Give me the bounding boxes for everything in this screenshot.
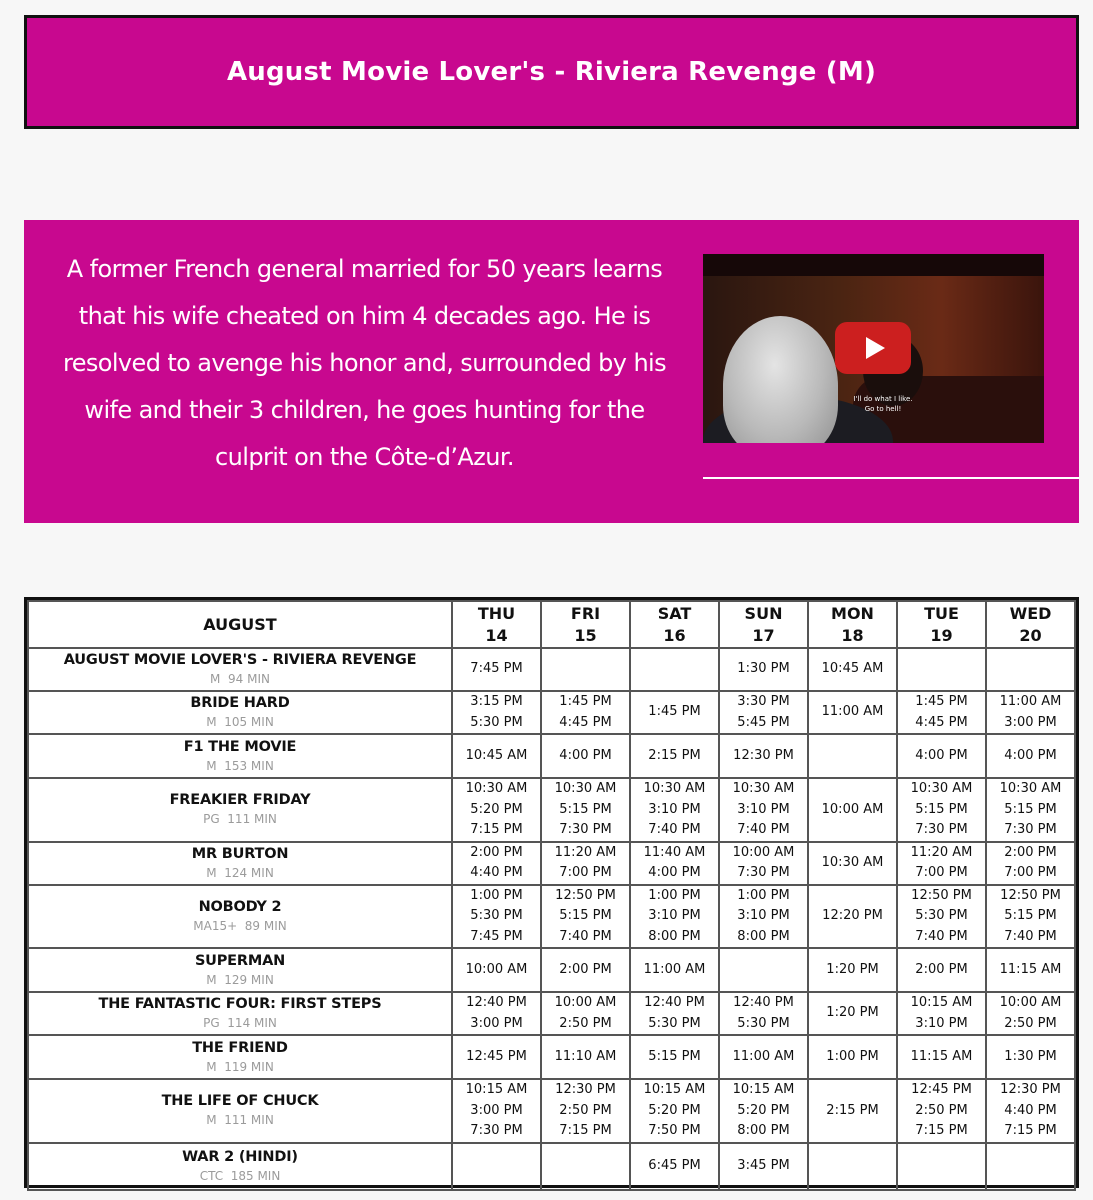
session-time[interactable]: 7:30 PM (1004, 822, 1057, 837)
table-row (28, 842, 1075, 885)
day-date: 16 (663, 625, 686, 645)
session-cell (452, 842, 541, 885)
session-cell (719, 842, 808, 885)
session-time[interactable]: 7:30 PM (737, 865, 790, 880)
movie-title[interactable]: F1 THE MOVIE (183, 738, 297, 755)
session-cell (719, 648, 808, 691)
session-cell (897, 1035, 986, 1079)
session-time[interactable]: 2:50 PM (915, 1102, 968, 1118)
video-subtitle-line-2: Go to hell! (864, 405, 902, 413)
play-button[interactable] (835, 322, 911, 374)
session-time[interactable]: 10:00 AM (999, 995, 1062, 1010)
day-header-tue (897, 601, 986, 648)
session-cell (541, 1079, 630, 1143)
table-row (28, 1079, 1075, 1143)
session-time[interactable]: 7:15 PM (1004, 1123, 1057, 1138)
session-cell (630, 648, 719, 691)
session-cell (808, 691, 897, 734)
session-time[interactable]: 7:45 PM (470, 928, 523, 944)
session-time[interactable]: 3:00 PM (470, 1102, 523, 1118)
session-time[interactable]: 1:45 PM (915, 694, 968, 709)
session-time[interactable]: 1:00 PM (648, 887, 701, 903)
movie-title[interactable]: MR BURTON (191, 845, 289, 862)
movie-rating: M (206, 865, 217, 880)
session-time[interactable]: 11:40 AM (643, 844, 706, 860)
session-cell (986, 842, 1075, 885)
session-time[interactable]: 2:15 PM (648, 747, 701, 763)
session-time[interactable]: 5:30 PM (470, 908, 523, 923)
movie-runtime: 153 MIN (224, 758, 274, 773)
day-date: 18 (841, 625, 864, 645)
session-time[interactable]: 1:20 PM (826, 961, 879, 977)
session-cell (808, 992, 897, 1035)
session-cell (719, 778, 808, 842)
session-time[interactable]: 12:40 PM (733, 995, 794, 1010)
session-cell (808, 1035, 897, 1079)
movie-cell (28, 1035, 452, 1079)
session-time[interactable]: 3:10 PM (915, 1015, 968, 1031)
video-subtitle-line-1: I'll do what I like. (853, 395, 913, 403)
movie-runtime: 111 MIN (227, 812, 277, 827)
session-time[interactable]: 10:00 AM (732, 844, 795, 860)
session-time[interactable]: 2:00 PM (559, 961, 612, 977)
session-cell (897, 778, 986, 842)
session-time[interactable]: 10:30 AM (910, 781, 973, 796)
session-time[interactable]: 2:50 PM (1004, 1015, 1057, 1031)
session-cell (986, 1143, 1075, 1190)
session-time[interactable]: 7:30 PM (915, 822, 968, 837)
session-time[interactable]: 11:15 AM (999, 961, 1062, 977)
session-time[interactable]: 5:15 PM (559, 801, 612, 817)
movie-meta (29, 1014, 451, 1032)
session-cell (452, 1035, 541, 1079)
session-time[interactable]: 10:30 AM (732, 781, 795, 796)
session-cell (897, 1143, 986, 1190)
movie-title[interactable]: THE LIFE OF CHUCK (161, 1093, 319, 1110)
session-cell (986, 734, 1075, 778)
session-time[interactable]: 5:15 PM (1004, 801, 1057, 817)
session-cell (630, 1143, 719, 1190)
session-time[interactable]: 1:30 PM (1004, 1048, 1057, 1064)
session-cell (897, 842, 986, 885)
session-cell (986, 1079, 1075, 1143)
session-time[interactable]: 10:30 AM (554, 781, 617, 796)
session-time[interactable]: 2:00 PM (1004, 844, 1057, 860)
session-time[interactable]: 5:20 PM (737, 1102, 790, 1118)
session-cell (452, 992, 541, 1035)
synopsis-text: A former French general married for 50 years learns that his wife cheated on him 4 decades ago. He is resolved to avenge his honor and, surrounded by his wife and their 3 children, he goes hunting for the culprit on the Côte-d’Azur. (62, 255, 667, 471)
session-time[interactable]: 2:00 PM (470, 844, 523, 860)
session-time[interactable]: 5:30 PM (737, 1015, 790, 1031)
session-time[interactable]: 10:15 AM (643, 1082, 706, 1097)
movie-runtime: 129 MIN (224, 972, 274, 987)
movie-cell (28, 648, 452, 691)
session-cell (452, 1143, 541, 1190)
session-time[interactable]: 7:40 PM (915, 928, 968, 944)
session-cell (719, 1035, 808, 1079)
movie-runtime: 94 MIN (228, 672, 270, 686)
session-time[interactable]: 7:40 PM (648, 822, 701, 837)
session-time[interactable]: 11:00 AM (821, 704, 884, 720)
movie-meta (29, 864, 451, 882)
session-time[interactable]: 3:15 PM (470, 694, 523, 709)
session-cell (541, 948, 630, 992)
day-date: 17 (752, 625, 775, 645)
session-time[interactable]: 10:30 AM (465, 781, 528, 796)
session-cell (986, 691, 1075, 734)
session-cell (986, 648, 1075, 691)
movie-rating: M (206, 758, 217, 773)
session-time[interactable]: 5:15 PM (648, 1048, 701, 1064)
movie-meta (29, 971, 451, 989)
session-time[interactable]: 3:00 PM (470, 1015, 523, 1031)
day-header-sat (630, 601, 719, 648)
session-time[interactable]: 11:00 AM (999, 694, 1062, 709)
movie-title[interactable]: THE FRIEND (192, 1039, 288, 1056)
video-subtitle (823, 394, 943, 414)
session-cell (808, 948, 897, 992)
play-icon (866, 337, 885, 359)
session-cell (986, 992, 1075, 1035)
session-time[interactable]: 12:50 PM (555, 887, 616, 903)
session-cell (719, 885, 808, 949)
day-name: THU (477, 603, 516, 623)
session-cell (808, 648, 897, 691)
session-time[interactable]: 12:30 PM (733, 747, 794, 763)
session-time[interactable]: 4:00 PM (915, 747, 968, 763)
table-row (28, 885, 1075, 949)
movie-runtime: 105 MIN (224, 715, 274, 729)
session-time[interactable]: 10:45 AM (465, 747, 528, 763)
session-time[interactable]: 12:45 PM (911, 1082, 972, 1097)
session-time[interactable]: 7:00 PM (1004, 865, 1057, 880)
movie-rating: CTC (199, 1168, 224, 1183)
movie-meta (29, 757, 451, 775)
session-cell (541, 734, 630, 778)
session-time[interactable]: 7:30 PM (470, 1123, 523, 1138)
session-time[interactable]: 2:50 PM (559, 1015, 612, 1031)
session-time[interactable]: 12:45 PM (466, 1048, 527, 1064)
session-cell (808, 1079, 897, 1143)
session-time[interactable]: 10:15 AM (910, 995, 973, 1010)
session-cell (541, 842, 630, 885)
movie-runtime: 119 MIN (224, 1059, 274, 1074)
day-header-thu (452, 601, 541, 648)
session-time[interactable]: 10:30 AM (999, 781, 1062, 796)
session-cell (986, 778, 1075, 842)
session-time[interactable]: 1:45 PM (559, 694, 612, 709)
session-cell (808, 778, 897, 842)
session-time[interactable]: 11:20 AM (910, 844, 973, 860)
session-cell (630, 948, 719, 992)
thumbnail-head (723, 316, 838, 443)
movie-meta (29, 917, 451, 935)
table-row (28, 948, 1075, 992)
movie-rating: M (206, 1113, 217, 1128)
session-cell (452, 734, 541, 778)
session-time[interactable]: 3:10 PM (737, 908, 790, 923)
session-time[interactable]: 2:15 PM (826, 1102, 879, 1118)
title-banner (24, 15, 1079, 129)
session-cell (986, 948, 1075, 992)
session-time[interactable]: 10:00 AM (821, 801, 884, 817)
session-cell (630, 778, 719, 842)
table-row (28, 1035, 1075, 1079)
day-date: 14 (485, 625, 508, 645)
movie-title[interactable]: NOBODY 2 (198, 898, 282, 915)
session-time[interactable]: 5:15 PM (559, 908, 612, 923)
session-time[interactable]: 1:30 PM (737, 661, 790, 677)
session-time[interactable]: 5:15 PM (1004, 908, 1057, 923)
session-cell (897, 648, 986, 691)
session-time[interactable]: 4:00 PM (1004, 747, 1057, 763)
movie-cell (28, 842, 452, 885)
session-time[interactable]: 8:00 PM (737, 1123, 790, 1138)
movie-runtime: 89 MIN (244, 918, 287, 933)
table-row (28, 734, 1075, 778)
synopsis-panel (24, 220, 1079, 523)
movie-cell (28, 734, 452, 778)
session-time[interactable]: 3:10 PM (648, 801, 701, 817)
session-cell (897, 948, 986, 992)
day-name: TUE (924, 603, 959, 623)
session-time[interactable]: 10:30 AM (821, 854, 884, 870)
movie-meta (29, 810, 451, 828)
movie-cell (28, 778, 452, 842)
session-cell (630, 1079, 719, 1143)
movie-runtime: 111 MIN (224, 1113, 274, 1128)
movie-rating: M (206, 715, 217, 729)
session-time[interactable]: 5:30 PM (470, 714, 523, 730)
day-header-wed (986, 601, 1075, 648)
movie-meta (29, 1167, 451, 1185)
session-cell (452, 778, 541, 842)
day-date: 20 (1019, 625, 1042, 645)
session-time[interactable]: 5:20 PM (470, 801, 523, 817)
session-cell (719, 992, 808, 1035)
session-time[interactable]: 7:00 PM (915, 865, 968, 880)
day-name: FRI (570, 603, 601, 623)
session-cell (541, 1035, 630, 1079)
day-name: MON (831, 603, 874, 623)
session-time[interactable]: 8:00 PM (648, 928, 701, 944)
session-time[interactable]: 2:00 PM (915, 961, 968, 977)
movie-cell (28, 992, 452, 1035)
session-cell (452, 948, 541, 992)
movie-rating: M (206, 972, 217, 987)
movie-title[interactable]: WAR 2 (HINDI) (182, 1148, 298, 1165)
movie-title[interactable]: FREAKIER FRIDAY (169, 792, 311, 809)
session-time[interactable]: 11:15 AM (910, 1048, 973, 1064)
session-time[interactable]: 7:15 PM (559, 1123, 612, 1138)
session-time[interactable]: 12:50 PM (1000, 887, 1061, 903)
movie-title[interactable]: SUPERMAN (194, 952, 286, 969)
session-cell (541, 691, 630, 734)
movie-cell (28, 1079, 452, 1143)
movie-cell (28, 885, 452, 949)
session-time[interactable]: 4:00 PM (648, 865, 701, 880)
session-cell (986, 885, 1075, 949)
session-time[interactable]: 7:40 PM (737, 822, 790, 837)
session-cell (897, 885, 986, 949)
session-time[interactable]: 5:45 PM (737, 714, 790, 730)
session-cell (719, 691, 808, 734)
movie-title[interactable]: AUGUST MOVIE LOVER'S - RIVIERA REVENGE (63, 652, 417, 668)
session-time[interactable]: 3:10 PM (648, 908, 701, 923)
session-cell (986, 1035, 1075, 1079)
session-time[interactable]: 4:45 PM (559, 714, 612, 730)
session-time[interactable]: 10:00 AM (465, 961, 528, 977)
movie-meta (29, 670, 451, 688)
session-time[interactable]: 12:20 PM (822, 908, 883, 923)
session-cell (808, 734, 897, 778)
movie-rating: PG (203, 1016, 220, 1030)
movie-runtime: 185 MIN (230, 1168, 281, 1183)
session-time[interactable]: 7:15 PM (470, 822, 523, 837)
movie-title[interactable]: THE FANTASTIC FOUR: FIRST STEPS (98, 996, 382, 1012)
table-row (28, 778, 1075, 842)
session-time[interactable]: 10:45 AM (821, 661, 884, 677)
session-cell (808, 885, 897, 949)
day-header-fri (541, 601, 630, 648)
session-cell (452, 885, 541, 949)
day-header-mon (808, 601, 897, 648)
session-time[interactable]: 1:00 PM (826, 1048, 879, 1064)
session-time[interactable]: 3:45 PM (737, 1157, 790, 1173)
session-time[interactable]: 7:40 PM (1004, 928, 1057, 944)
session-time[interactable]: 7:40 PM (559, 928, 612, 944)
session-time[interactable]: 12:40 PM (644, 995, 705, 1010)
session-cell (719, 734, 808, 778)
movie-meta (29, 1111, 451, 1129)
session-time[interactable]: 12:40 PM (466, 995, 527, 1010)
movie-meta (29, 713, 451, 731)
movie-runtime: 124 MIN (224, 865, 274, 880)
session-time[interactable]: 3:10 PM (737, 801, 790, 817)
session-cell (452, 648, 541, 691)
session-cell (541, 778, 630, 842)
session-time[interactable]: 12:30 PM (555, 1082, 616, 1097)
movie-runtime: 114 MIN (227, 1016, 277, 1030)
table-row (28, 648, 1075, 691)
session-cell (719, 1079, 808, 1143)
session-time[interactable]: 10:00 AM (554, 995, 617, 1010)
session-time[interactable]: 7:00 PM (559, 865, 612, 880)
session-cell (630, 734, 719, 778)
session-time[interactable]: 10:15 AM (465, 1082, 528, 1097)
movie-meta (29, 1058, 451, 1076)
day-header-sun (719, 601, 808, 648)
session-cell (541, 1143, 630, 1190)
table-row (28, 1143, 1075, 1190)
session-cell (808, 1143, 897, 1190)
session-times-table (24, 597, 1079, 1188)
session-cell (541, 885, 630, 949)
session-cell (630, 691, 719, 734)
session-time[interactable]: 11:00 AM (643, 961, 706, 977)
session-cell (897, 691, 986, 734)
session-time[interactable]: 11:10 AM (554, 1048, 617, 1064)
session-time[interactable]: 5:30 PM (915, 908, 968, 923)
session-time[interactable]: 7:30 PM (559, 822, 612, 837)
movie-rating: M (210, 672, 221, 686)
session-cell (452, 691, 541, 734)
table-header-row (28, 601, 1075, 648)
movie-rating: PG (203, 812, 220, 827)
session-time[interactable]: 4:00 PM (559, 747, 612, 763)
session-cell (541, 648, 630, 691)
session-time[interactable]: 10:15 AM (732, 1082, 795, 1097)
session-time[interactable]: 5:20 PM (648, 1102, 701, 1118)
session-cell (808, 842, 897, 885)
session-time[interactable]: 4:45 PM (915, 714, 968, 730)
session-time[interactable]: 10:30 AM (643, 781, 706, 796)
session-cell (719, 1143, 808, 1190)
table-row (28, 992, 1075, 1035)
session-time[interactable]: 7:50 PM (648, 1123, 701, 1138)
session-time[interactable]: 7:45 PM (470, 661, 523, 677)
session-cell (897, 1079, 986, 1143)
session-cell (630, 842, 719, 885)
session-cell (897, 734, 986, 778)
session-cell (541, 992, 630, 1035)
session-time[interactable]: 1:00 PM (470, 887, 523, 903)
session-time[interactable]: 6:45 PM (648, 1157, 701, 1173)
session-time[interactable]: 11:20 AM (554, 844, 617, 860)
session-time[interactable]: 3:00 PM (1004, 714, 1057, 730)
table-row (28, 691, 1075, 734)
movie-cell (28, 948, 452, 992)
session-time[interactable]: 1:00 PM (737, 887, 790, 903)
session-time[interactable]: 8:00 PM (737, 928, 790, 944)
movie-cell (28, 1143, 452, 1190)
page-title: August Movie Lover's - Riviera Revenge (M) (226, 57, 877, 87)
session-time[interactable]: 7:15 PM (915, 1123, 968, 1138)
day-name: SUN (744, 603, 783, 623)
session-time[interactable]: 2:50 PM (559, 1102, 612, 1118)
movie-title[interactable]: BRIDE HARD (190, 695, 290, 711)
session-cell (719, 948, 808, 992)
session-cell (452, 1079, 541, 1143)
session-cell (630, 885, 719, 949)
month-header: AUGUST (28, 601, 452, 648)
movie-rating: M (206, 1059, 217, 1074)
movie-cell (28, 691, 452, 734)
day-name: SAT (657, 603, 692, 623)
session-time[interactable]: 1:45 PM (648, 704, 701, 720)
session-time[interactable]: 11:00 AM (732, 1048, 795, 1064)
movie-rating: MA15+ (193, 918, 238, 933)
day-name: WED (1009, 603, 1052, 623)
day-date: 15 (574, 625, 597, 645)
session-time[interactable]: 4:40 PM (1004, 1102, 1057, 1118)
session-time[interactable]: 1:20 PM (826, 1005, 879, 1021)
session-time[interactable]: 12:30 PM (1000, 1082, 1061, 1097)
session-cell (897, 992, 986, 1035)
session-cell (630, 992, 719, 1035)
session-time[interactable]: 3:30 PM (737, 694, 790, 709)
session-time[interactable]: 4:40 PM (470, 865, 523, 880)
session-cell (630, 1035, 719, 1079)
session-time[interactable]: 12:50 PM (911, 887, 972, 903)
session-time[interactable]: 5:15 PM (915, 801, 968, 817)
trailer-video[interactable] (703, 254, 1044, 443)
day-date: 19 (930, 625, 953, 645)
session-time[interactable]: 5:30 PM (648, 1015, 701, 1031)
panel-divider (703, 477, 1079, 479)
